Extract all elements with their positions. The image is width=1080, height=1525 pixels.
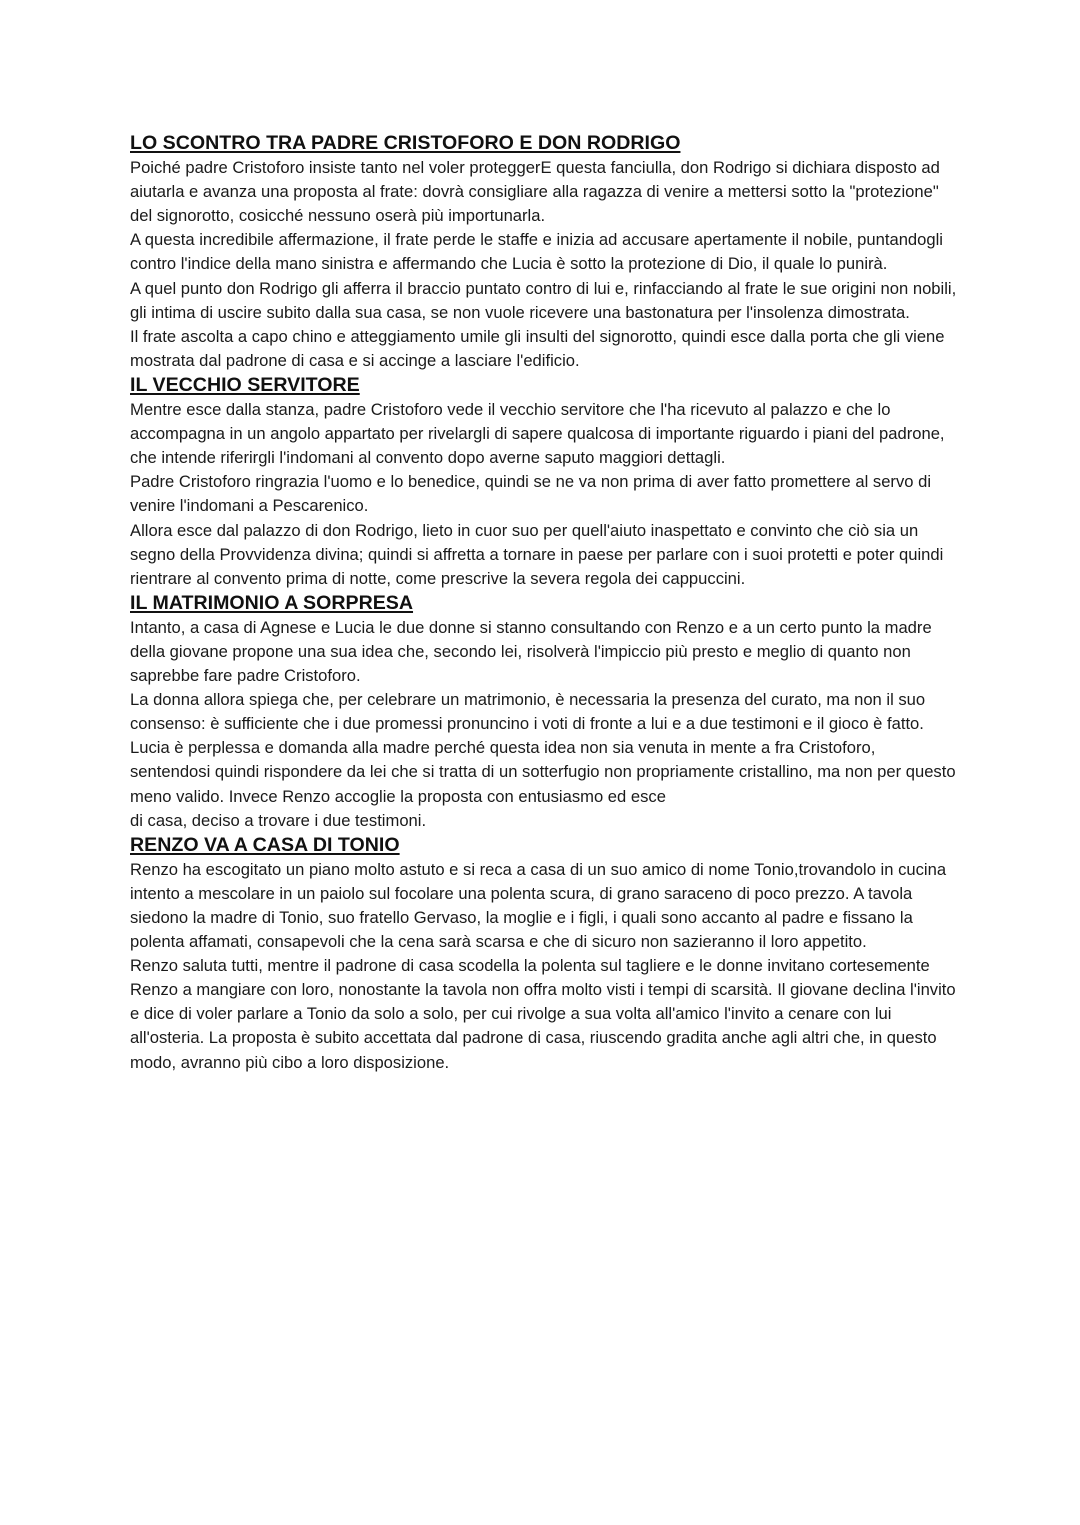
paragraph: Intanto, a casa di Agnese e Lucia le due donne si stanno consultando con Renzo e a un certo punto la madre della giovane propone una sua idea che, secondo lei, risolverà l'impiccio più presto e meglio di quanto non saprebbe fare padre Cristoforo. bbox=[130, 617, 932, 686]
paragraph: La donna allora spiega che, per celebrare un matrimonio, è necessaria la presenza del curato, ma non il suo consenso: è sufficiente che i due promessi pronuncino i voti di fronte a lui e a due testimoni e il gioco è fatto. bbox=[130, 690, 926, 734]
section-title: IL MATRIMONIO A SORPRESA bbox=[130, 591, 414, 614]
paragraph: Il frate ascolta a capo chino e atteggiamento umile gli insulti del signorotto, quindi esce dalla porta che gli viene mostrata dal padrone di casa e si accinge a lasciare l'edificio. bbox=[130, 326, 945, 370]
paragraph: Padre Cristoforo ringrazia l'uomo e lo benedice, quindi se ne va non prima di aver fatto promettere al servo di venire l'indomani a Pescarenico. bbox=[130, 472, 932, 516]
paragraph: Poiché padre Cristoforo insiste tanto nel voler proteggerE questa fanciulla, don Rodrigo si dichiara disposto ad aiutarla e avanza una proposta al frate: dovrà consigliare alla ragazza di venire a mettersi sotto la "protezione" del signorotto, cosicché nessuno oserà più importunarla. bbox=[130, 158, 940, 226]
section-title: IL VECCHIO SERVITORE bbox=[130, 373, 360, 396]
paragraph: Allora esce dal palazzo di don Rodrigo, lieto in cuor suo per quell'aiuto inaspettato e convinto che ciò sia un segno della Provvidenza divina; quindi si affretta a tornare in paese per parlare con i suoi protetti e poter quindi rientrare al convento prima di notte, come prescrive la severa regola dei cappuccini. bbox=[130, 520, 944, 588]
paragraph: Renzo ha escogitato un piano molto astuto e si reca a casa di un suo amico di nome Tonio,trovandolo in cucina intento a mescolare in un paiolo sul focolare una polenta scura, di grano saraceno di poco prezzo. A tavola siedono la madre di Tonio, suo fratello Gervaso, la moglie e i figli, i quali sono accanto al padre e fissano la polenta affamati, consapevoli che la cena sarà scarsa e che di sicuro non sazieranno il loro appetito. bbox=[130, 859, 947, 952]
document-page bbox=[130, 131, 960, 1075]
section-title: RENZO VA A CASA DI TONIO bbox=[130, 833, 400, 856]
section-title: LO SCONTRO TRA PADRE CRISTOFORO E DON RODRIGO bbox=[130, 132, 681, 154]
section-renzo-tonio bbox=[130, 833, 960, 1075]
paragraph: Renzo saluta tutti, mentre il padrone di casa scodella la polenta sul tagliere e le donne invitano cortesemente Renzo a mangiare con loro, nonostante la tavola non offra molto visti i tempi di scarsità. Il giovane declina l'invito e dice di voler parlare a Tonio da solo a solo, per cui rivolge a sua volta all'amico l'invito a cenare con lui all'osteria. La proposta è subito accettata dal padrone di casa, riuscendo gradita anche agli altri che, in questo modo, avranno più cibo a loro disposizione. bbox=[130, 956, 956, 1072]
paragraph: di casa, deciso a trovare i due testimoni. bbox=[130, 810, 427, 830]
paragraph: Lucia è perplessa e domanda alla madre perché questa idea non sia venuta in mente a fra Cristoforo, sentendosi quindi rispondere da lei che si tratta di un sotterfugio non propriamente cristallino, ma non per questo meno valido. Invece Renzo accoglie la proposta con entusiasmo ed esce bbox=[130, 738, 956, 806]
paragraph: A quel punto don Rodrigo gli afferra il braccio puntato contro di lui e, rinfacciando al frate le sue origini non nobili, gli intima di uscire subito dalla sua casa, se non vuole ricevere una bastonatura per l'insolenza dimostrata. bbox=[130, 278, 957, 322]
paragraph: A questa incredibile affermazione, il frate perde le staffe e inizia ad accusare apertamente il nobile, puntandogli contro l'indice della mano sinistra e affermando che Lucia è sotto la protezione di Dio, il quale lo punirà. bbox=[130, 230, 943, 274]
section-vecchio-servitore bbox=[130, 373, 960, 591]
section-scontro bbox=[130, 131, 960, 373]
paragraph: Mentre esce dalla stanza, padre Cristoforo vede il vecchio servitore che l'ha ricevuto al palazzo e che lo accompagna in un angolo appartato per rivelargli di sapere qualcosa di importante riguardo i piani del padrone, che intende riferirgli l'indomani al convento dopo averne saputo maggiori dettagli. bbox=[130, 400, 945, 468]
section-matrimonio bbox=[130, 591, 960, 833]
